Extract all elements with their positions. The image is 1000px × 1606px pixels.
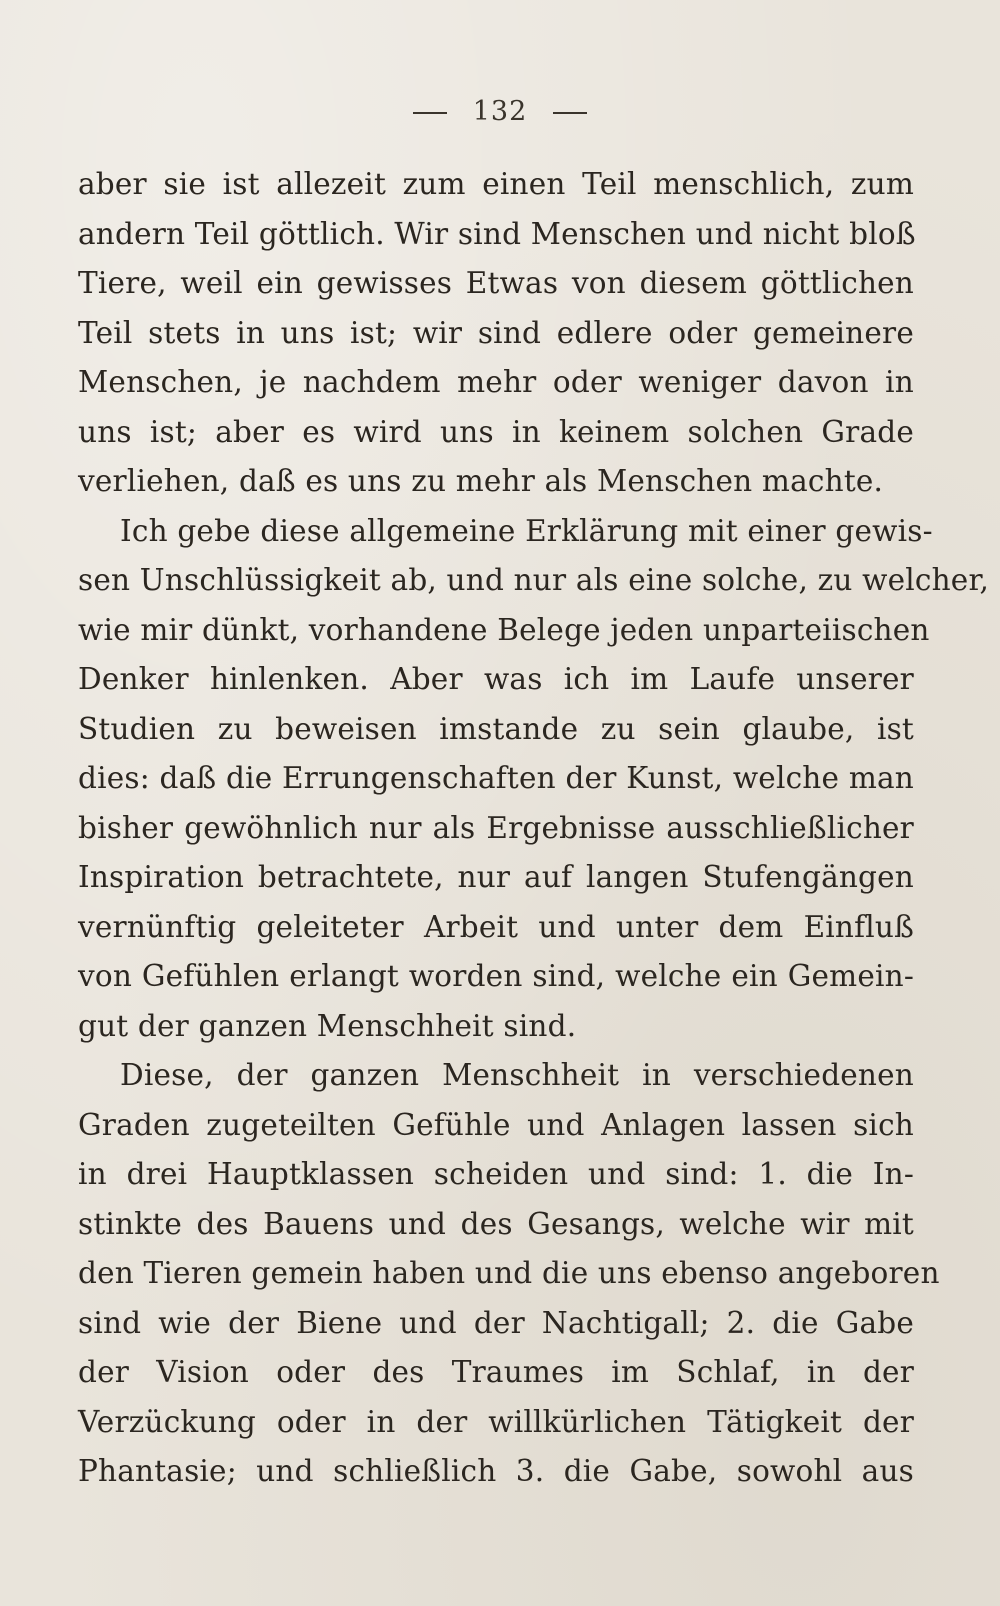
text-line: dies: daß die Errungenschaften der Kunst, welche man (78, 761, 914, 795)
text-line: stinkte des Bauens und des Gesangs, welche wir mit (78, 1206, 914, 1241)
left-dash (413, 112, 447, 114)
body-text (78, 160, 990, 1497)
text-line: vernünftig geleiteter Arbeit und unter dem Einfluß (78, 909, 914, 944)
text-line: in drei Hauptklassen scheiden und sind: 1. die In- (78, 1157, 914, 1191)
text-line: der Vision oder des Traumes im Schlaf, in der (78, 1355, 914, 1389)
text-line: Denker hinlenken. Aber was ich im Laufe unserer (78, 662, 914, 696)
text-line: Phantasie; und schließlich 3. die Gabe, sowohl aus (78, 1454, 914, 1488)
text-line: aber sie ist allezeit zum einen Teil menschlich, zum (78, 167, 914, 201)
text-line: uns ist; aber es wird uns in keinem solchen Grade (78, 414, 914, 449)
text-line: wie mir dünkt, vorhandene Belege jeden unparteiischen (78, 612, 930, 647)
page-number-header (0, 96, 1000, 127)
text-line: Menschen, je nachdem mehr oder weniger davon in (78, 365, 914, 399)
text-line: Verzückung oder in der willkürlichen Tätigkeit der (78, 1404, 914, 1439)
text-line: Diese, der ganzen Menschheit in verschiedenen (120, 1058, 914, 1092)
text-line: Studien zu beweisen imstande zu sein glaube, ist (78, 711, 914, 746)
text-line: von Gefühlen erlangt worden sind, welche ein Gemein- (78, 959, 914, 993)
text-line: Graden zugeteilten Gefühle und Anlagen lassen sich (78, 1107, 914, 1142)
text-line: gut der ganzen Menschheit sind. (78, 1008, 577, 1043)
text-line: bisher gewöhnlich nur als Ergebnisse ausschließlicher (78, 810, 914, 845)
right-dash (553, 112, 587, 114)
text-line: verliehen, daß es uns zu mehr als Menschen machte. (78, 464, 884, 498)
text-line: andern Teil göttlich. Wir sind Menschen und nicht bloß (78, 216, 916, 251)
text-line: den Tieren gemein haben und die uns ebenso angeboren (78, 1256, 940, 1290)
text-line: sind wie der Biene und der Nachtigall; 2. die Gabe (78, 1305, 914, 1340)
page-number: 132 (472, 96, 528, 127)
text-line: Inspiration betrachtete, nur auf langen Stufengängen (78, 860, 914, 894)
text-line: Teil stets in uns ist; wir sind edlere oder gemeinere (78, 315, 914, 350)
text-line: Tiere, weil ein gewisses Etwas von diesem göttlichen (78, 266, 914, 300)
text-line: sen Unschlüssigkeit ab, und nur als eine solche, zu welcher, (78, 563, 990, 597)
text-line: Ich gebe diese allgemeine Erklärung mit einer gewis- (120, 513, 933, 548)
